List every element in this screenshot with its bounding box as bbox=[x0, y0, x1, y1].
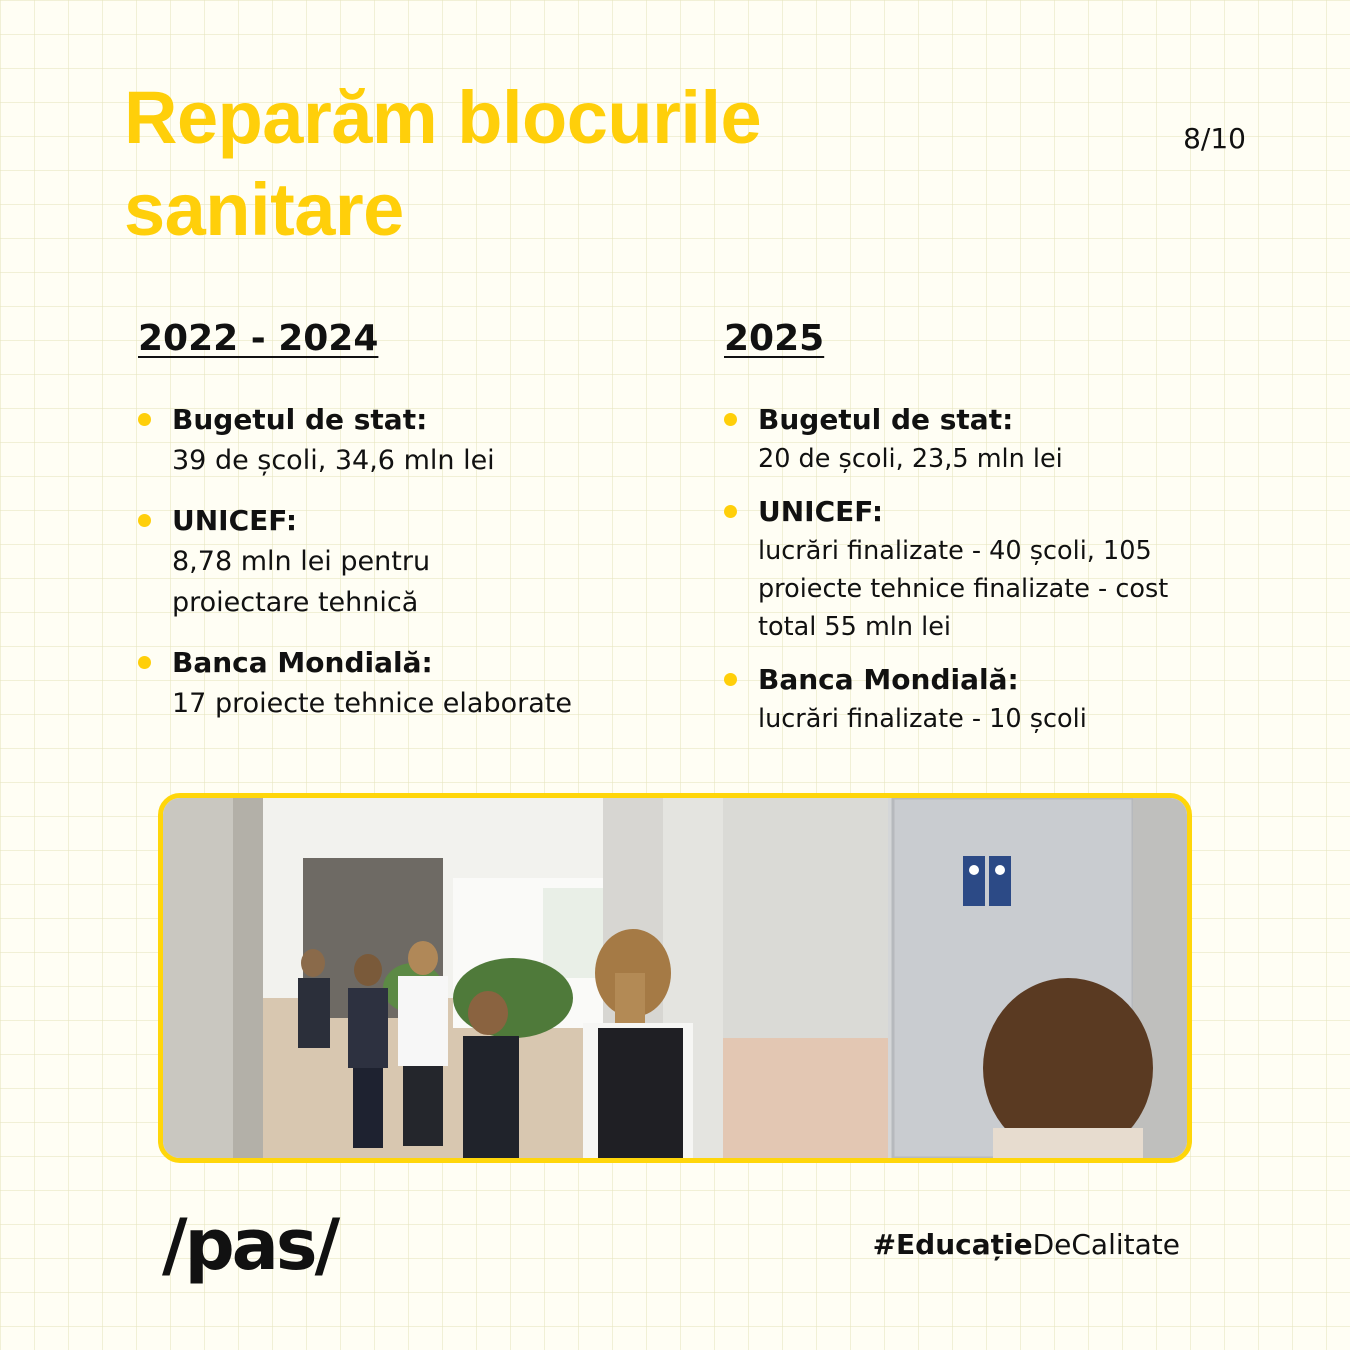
bullet-icon bbox=[724, 505, 737, 518]
party-logo: /pas/ bbox=[162, 1204, 338, 1286]
item-label: Bugetul de stat: bbox=[758, 403, 1014, 436]
item-text: 17 proiecte tehnice elaborate bbox=[172, 688, 572, 719]
hashtag bbox=[873, 1228, 1180, 1261]
wc-sign-icon bbox=[963, 856, 985, 906]
page-title: Reparăm blocurile sanitare bbox=[124, 76, 762, 251]
item-text: lucrări finalizate - 40 școli, 105 proiecte tehnice finalizate - cost total 55 mln lei bbox=[758, 536, 1169, 642]
list-item bbox=[138, 400, 658, 481]
item-label: Bugetul de stat: bbox=[172, 403, 428, 436]
hashtag-bold: #Educație bbox=[872, 1228, 1033, 1261]
list-item bbox=[138, 501, 658, 623]
hallway-illustration bbox=[163, 798, 1187, 1158]
item-text: 20 de școli, 23,5 mln lei bbox=[758, 444, 1063, 474]
column-2025 bbox=[724, 318, 1184, 752]
item-label: Banca Mondială: bbox=[172, 646, 433, 679]
column-heading: 2022 - 2024 bbox=[138, 318, 379, 359]
list-item bbox=[138, 643, 658, 724]
hashtag-regular: DeCalitate bbox=[1032, 1228, 1180, 1261]
item-label: UNICEF: bbox=[758, 495, 884, 528]
item-text: 39 de școli, 34,6 mln lei bbox=[172, 445, 495, 476]
bullet-icon bbox=[138, 656, 151, 669]
bullet-icon bbox=[724, 673, 737, 686]
item-label: Banca Mondială: bbox=[758, 663, 1019, 696]
list-item bbox=[724, 492, 1184, 646]
column-heading: 2025 bbox=[724, 318, 825, 359]
item-text: 8,78 mln lei pentru proiectare tehnică bbox=[172, 546, 431, 618]
item-text: lucrări finalizate - 10 școli bbox=[758, 704, 1087, 734]
item-label: UNICEF: bbox=[172, 504, 298, 537]
list-item bbox=[724, 400, 1184, 478]
bullet-icon bbox=[724, 413, 737, 426]
bullet-icon bbox=[138, 514, 151, 527]
bullet-icon bbox=[138, 413, 151, 426]
page-indicator: 8/10 bbox=[1183, 122, 1246, 155]
wc-sign-icon bbox=[989, 856, 1011, 906]
list-item bbox=[724, 660, 1184, 738]
school-hallway-photo bbox=[158, 793, 1192, 1163]
column-2022-2024 bbox=[138, 318, 658, 744]
